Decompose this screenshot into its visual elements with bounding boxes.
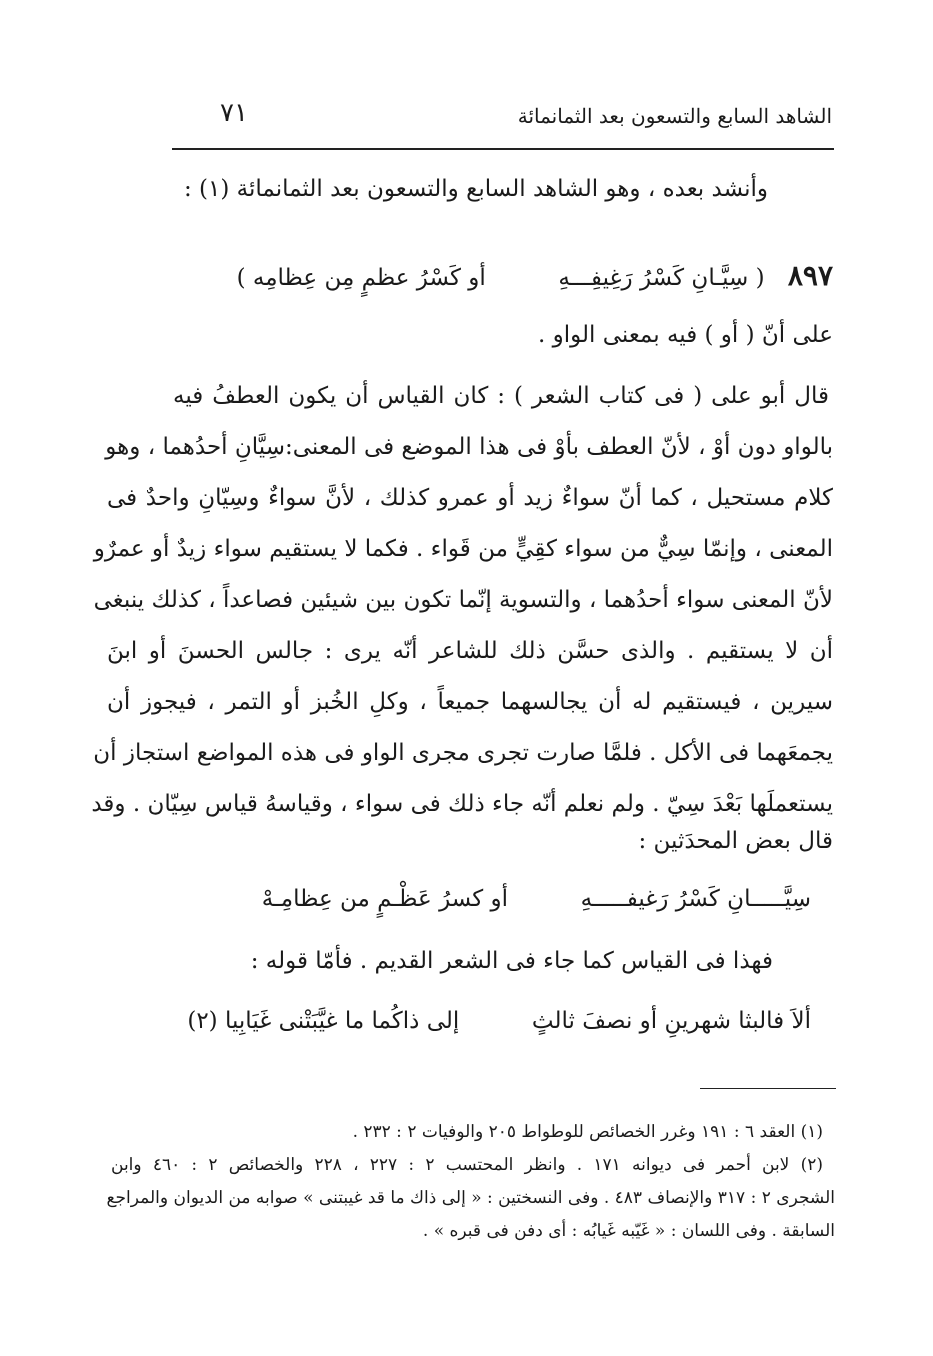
paragraph-line: سيرين ، فيستقيم له أن يجالسهما جميعاً ، وكلِ الخُبز أو التمر ، فيجوز أن (107, 689, 833, 715)
verse-3 (187, 1010, 811, 1033)
verse-second-half: أو كَسْرُ عظمٍ مِن عِظامِه ) (236, 265, 486, 291)
paragraph-line: بالواو دون أوْ ، لأنّ العطف بأوْ فى هذا الموضع فى المعنى:سِيَّانِ أحدُهما ، وهو (105, 434, 833, 460)
header-rule (172, 148, 834, 150)
footnote-2-line: السابقة . وفى اللسان : « غَيّبه غَيابُه : أى دفن فى قبره » . (422, 1221, 835, 1241)
verse-2-first-half: سِيَّـــــانِ كَسْرُ رَغيفـــــهِ (580, 886, 811, 912)
verse-explanation: على أنّ ( أو ) فيه بمعنى الواو . (538, 322, 833, 348)
footnote-2-line: (٢) لابن أحمر فى ديوانه ١٧١ . وانظر المحتسب ٢ : ٢٢٧ ، ٢٢٨ والخصائص ٢ : ٤٦٠ وابن (111, 1155, 823, 1175)
paragraph-line: قال أبو على ( فى كتاب الشعر ) : كان القياس أن يكون العطفُ فيه (173, 383, 829, 409)
paragraph-line: يجمعَهما فى الأكل . فلمَّا صارت تجرى مجرى الواو فى هذه المواضع استجاز أن (93, 740, 833, 766)
verse-first-half: ( سِيَّـانِ كَسْرُ رَغِيفِـــهِ (558, 265, 765, 291)
paragraph-line: المعنى ، وإنمّا سِيٌّ من سواء كقِيٍّ من قَواء . فكما لا يستقيم سواء زيدٌ أو عمرٌو (93, 536, 833, 562)
footnote-rule (700, 1088, 836, 1089)
paragraph-line: يستعملَها بَعْدَ سِيّ . ولم نعلم أنّه جاء ذلك فى سواء ، وقياسهُ قياس سِيّان . وقد (91, 791, 833, 817)
paragraph-line: كلام مستحيل ، كما أنّ سواءٌ زيد أو عمرو كذلك ، لأنَّ سواءٌ وسِيّانِ واحدٌ فى (107, 485, 833, 511)
verse-2-second-half: أو كسرُ عَظْـمٍ من عِظامِـهْ (261, 886, 509, 912)
verse-number: ٨٩٧ (787, 259, 833, 292)
line-after-verse-2: فهذا فى القياس كما جاء فى الشعر القديم . فأمّا قوله : (250, 948, 773, 974)
verse-3-second-half: إلى ذاكُما ما غيَّبَتْنى غَيَابِيا (٢) (187, 1008, 460, 1034)
running-title: الشاهد السابع والتسعون بعد الثمانمائة (517, 104, 832, 128)
footnote-2-line: الشجرى ٢ : ٣١٧ والإنصاف ٤٨٣ . وفى النسختين : « إلى ذاك ما قد غيبتنى » صوابه من الديوان والمراجع (106, 1188, 835, 1208)
page-number: ٧١ (220, 98, 248, 128)
paragraph-line: قال بعض المحدَثين : (638, 828, 833, 854)
intro-line: وأنشد بعده ، وهو الشاهد السابع والتسعون بعد الثمانمائة (١) : (183, 176, 768, 202)
paragraph-line: أن لا يستقيم . والذى حسَّن ذلك للشاعر أنّه يرى : جالس الحسنَ أو ابنَ (107, 638, 833, 664)
footnote-1: (١) العقد ٦ : ١٩١ وغرر الخصائص للوطواط ٢٠٥ والوفيات ٢ : ٢٣٢ . (352, 1122, 823, 1142)
page-header (172, 98, 832, 138)
verse-2 (262, 888, 811, 911)
verse-897 (236, 259, 833, 292)
paragraph-line: لأنّ المعنى سواء أحدُهما ، والتسوية إنّما تكون بين شيئين فصاعداً ، كذلك ينبغى (93, 587, 833, 613)
verse-3-first-half: ألاَ فالبثا شهرينِ أو نصفَ ثالثٍ (531, 1008, 811, 1034)
